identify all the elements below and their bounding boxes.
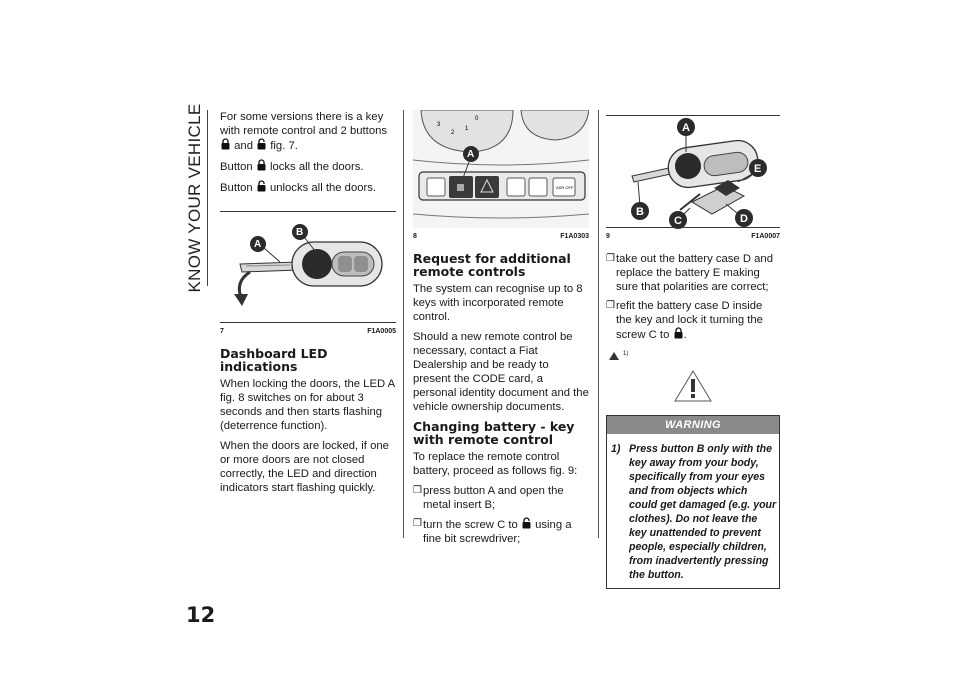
list-item: ❒ take out the battery case D and replace the battery E making sure that polarities are correct; <box>606 253 773 293</box>
intro-paragraph: For some versions there is a key with remote control and 2 buttons and fig. 7. <box>220 111 388 152</box>
column-1 <box>220 110 396 501</box>
lock-closed-icon <box>221 138 230 150</box>
list-item: ❒ turn the screw C to using a fine bit screwdriver; <box>413 518 572 545</box>
lock-closed-icon <box>674 327 683 339</box>
figure-9-battery <box>606 115 780 228</box>
callout-a: A <box>467 149 475 160</box>
remote-paragraph-1: The system can recognise up to 8 keys with incorporated remote control. <box>413 283 583 323</box>
figure-7-caption: 7 F1A0005 <box>220 328 396 335</box>
callout-a: A <box>254 239 262 250</box>
callout-b: B <box>636 206 644 218</box>
key-illustration <box>220 212 396 324</box>
warning-text: 1) Press button B only with the key away from your body, specifically from your eyes and from objects which could get damaged (e.g. your clothes). Do not leave the key unattended to prevent people, especially children, from inadvertently pressing the button. <box>611 443 777 581</box>
column-divider <box>403 110 404 538</box>
figure-8-caption: 8 F1A0303 <box>413 233 589 240</box>
svg-text:1: 1 <box>465 126 469 132</box>
column-divider <box>598 110 599 538</box>
remote-paragraph-2: Should a new remote control be necessary, contact a Fiat Dealership and be ready to present the CODE card, a personal identity document and the vehicle ownership documents. <box>413 331 589 413</box>
callout-e: E <box>754 163 762 175</box>
warning-box <box>606 415 780 589</box>
callout-c: C <box>674 215 682 227</box>
checkbox-bullet-icon: ❒ <box>413 518 422 529</box>
led-paragraph-2: When the doors are locked, if one or more doors are not closed correctly, the LED and direction indicators start flashing quickly. <box>220 440 389 494</box>
heading-additional-remotes: Request for additional remote controls <box>413 251 571 279</box>
callout-b: B <box>296 227 304 238</box>
figure-8-dashboard <box>413 110 589 228</box>
callout-d: D <box>740 213 748 225</box>
heading-dashboard-led: Dashboard LED indications <box>220 346 328 374</box>
list-item: ❒ refit the battery case D inside the key and lock it turning the screw C to . <box>606 300 763 341</box>
led-paragraph-1: When locking the doors, the LED A fig. 8 switches on for about 3 seconds and then starts flashing (deterrence function). <box>220 378 395 432</box>
dashboard-illustration <box>413 110 589 228</box>
checkbox-bullet-icon: ❒ <box>606 253 615 264</box>
lock-open-icon <box>522 517 531 529</box>
figure-9-caption: 9 F1A0007 <box>606 233 780 240</box>
unlock-paragraph: Button unlocks all the doors. <box>220 182 377 194</box>
svg-text:ASR OFF: ASR OFF <box>556 185 574 190</box>
column-3 <box>606 115 780 589</box>
heading-changing-battery: Changing battery - key with remote control <box>413 419 575 447</box>
warning-triangle-icon <box>606 369 780 407</box>
lock-open-icon <box>257 180 266 192</box>
svg-text:2: 2 <box>451 130 455 136</box>
column-2 <box>413 110 589 551</box>
section-side-tab: KNOW YOUR VEHICLE <box>185 103 204 293</box>
lock-paragraph: Button locks all the doors. <box>220 161 364 173</box>
list-item: ❒ press button A and open the metal insert B; <box>413 485 564 511</box>
warning-header: WARNING <box>607 416 779 434</box>
note-book-icon <box>608 351 620 361</box>
page-number: 12 <box>186 603 216 627</box>
note-reference: 1) <box>608 347 780 361</box>
svg-text:3: 3 <box>437 122 441 128</box>
battery-intro: To replace the remote control battery, proceed as follows fig. 9: <box>413 451 578 477</box>
checkbox-bullet-icon: ❒ <box>413 485 422 496</box>
callout-a: A <box>682 122 690 134</box>
lock-closed-icon <box>257 159 266 171</box>
side-tab-rule <box>207 110 208 286</box>
checkbox-bullet-icon: ❒ <box>606 300 615 311</box>
svg-text:0: 0 <box>475 116 479 122</box>
figure-7-key <box>220 211 396 323</box>
lock-open-icon <box>257 138 266 150</box>
